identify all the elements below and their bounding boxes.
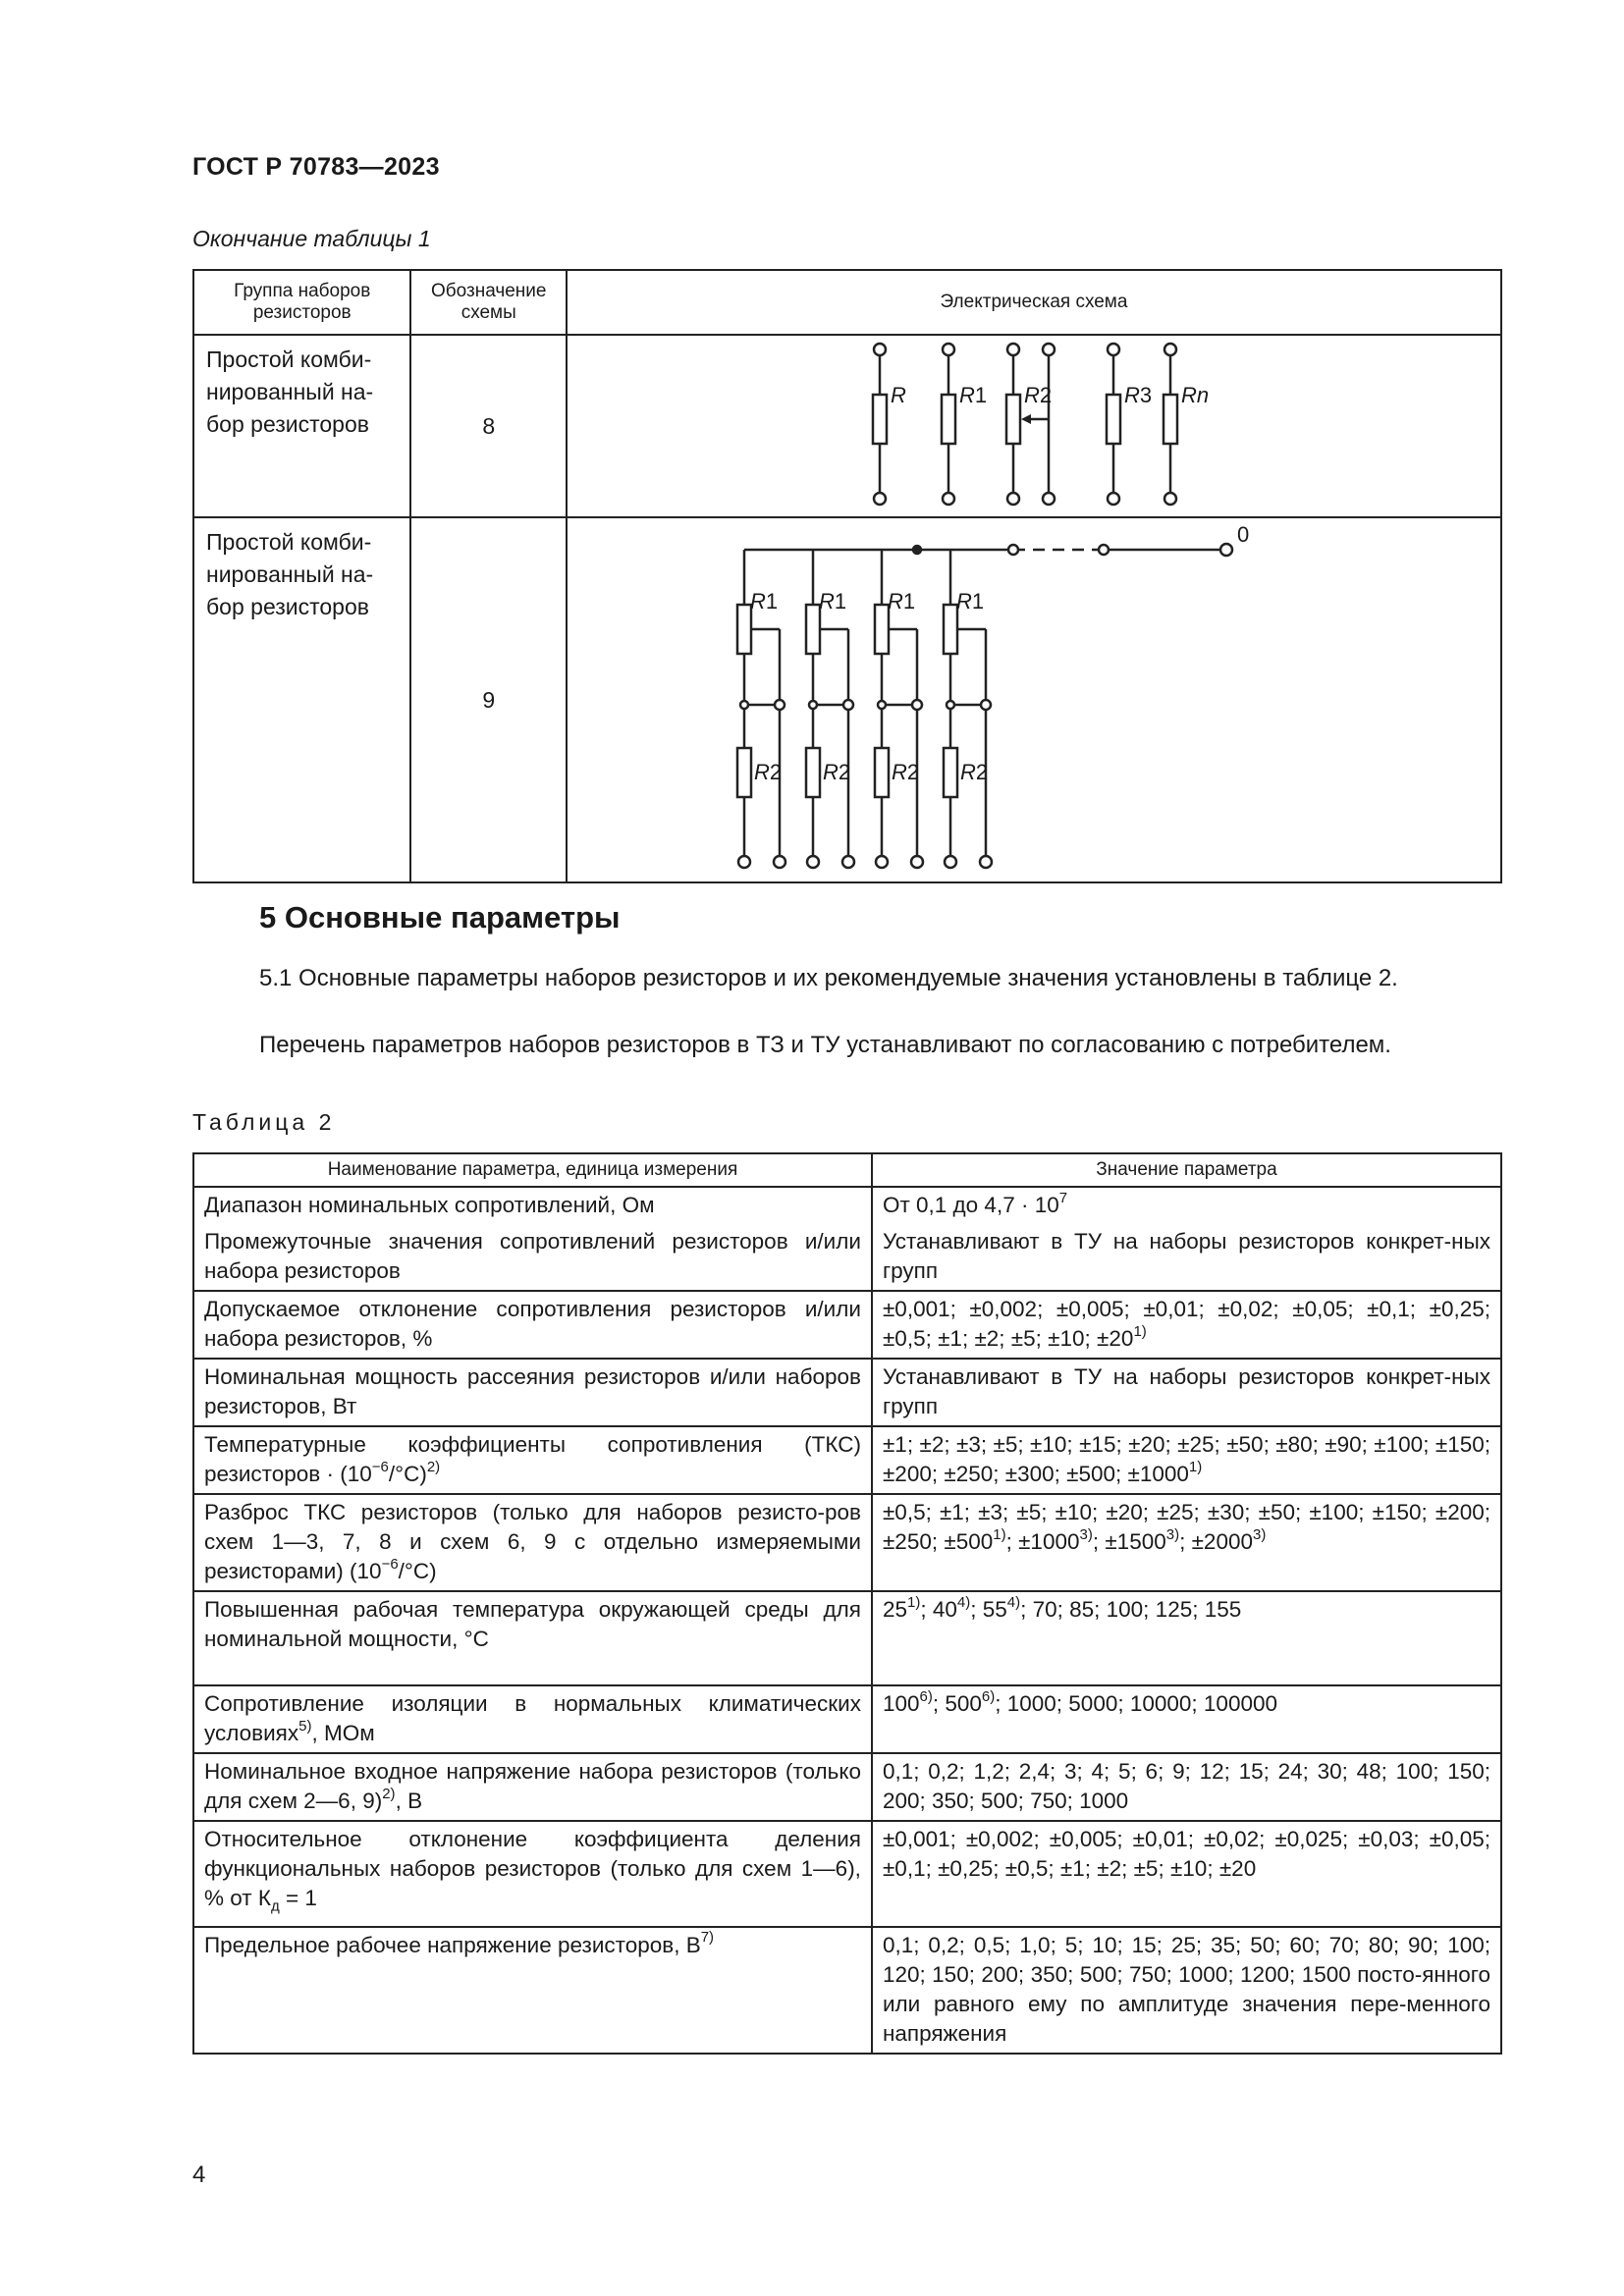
- scheme-9-label-r2: R2: [891, 760, 920, 784]
- scheme-8-label-r: R: [890, 383, 906, 407]
- param-value: 25$^{1)}$; 40$^{4)}$; 55$^{4)}$; 70; 85; 100; 125; 155: [872, 1591, 1501, 1685]
- scheme-9-label-r1: R1: [887, 589, 916, 614]
- table2-row: [193, 1426, 1501, 1494]
- table1-header-row: [193, 270, 1501, 335]
- table2-row: [193, 1821, 1501, 1927]
- table1-col-group: Группа наборов резисторов: [193, 270, 410, 335]
- param-value: ±0,001; ±0,002; ±0,005; ±0,01; ±0,02; ±0,05; ±0,1; ±0,25; ±0,5; ±1; ±2; ±5; ±10; $\pm 20^{1)}$: [872, 1291, 1501, 1359]
- scheme-9-label-r2: R2: [753, 760, 783, 784]
- param-value: От 0,1 до $4,7 \cdot 10^7$: [872, 1187, 1501, 1224]
- param-name: Повышенная рабочая температура окружающей среды для номинальной мощности, °С: [193, 1591, 872, 1685]
- param-name: Разброс ТКС резисторов (только для наборов резисто-ров схем 1—3, 7, 8 и схем 6, 9 с отдельно измеряемыми резисторами) $(10^{-6}/^\circ С)$: [193, 1494, 872, 1591]
- scheme-9-label-r1: R1: [955, 589, 985, 614]
- table1-group-cell: Простой комби- нированный на- бор резисторов: [193, 335, 410, 517]
- table1-col-scheme-no: Обозначение схемы: [410, 270, 567, 335]
- param-name: Номинальное входное напряжение набора резисторов (только для схем 2—6, 9)$^{2)}$, В: [193, 1753, 872, 1821]
- param-name: Температурные коэффициенты сопротивления (ТКС) резисторов · $(10^{-6}/^\circ С)^{2)}$: [193, 1426, 872, 1494]
- paragraph-list: Перечень параметров наборов резисторов в ТЗ и ТУ устанавливают по согласованию с потребителем.: [259, 1032, 1391, 1058]
- scheme-9-label-r2: R2: [822, 760, 851, 784]
- param-value: ±1; ±2; ±3; ±5; ±10; ±15; ±20; ±25; ±50; ±80; ±90; ±100; ±150; ±200; ±250; ±300; ±500; $\pm 1000^{1)}$: [872, 1426, 1501, 1494]
- table1-caption: Окончание таблицы 1: [192, 226, 431, 251]
- table2-header-row: [193, 1153, 1501, 1187]
- param-name: Промежуточные значения сопротивлений резисторов и/или набора резисторов: [193, 1224, 872, 1291]
- scheme-8-label-r1: R1: [958, 383, 988, 407]
- scheme-9-diagram: [568, 518, 1500, 880]
- table1-row-9: [193, 517, 1501, 882]
- table2-row: [193, 1753, 1501, 1821]
- table2-row: [193, 1224, 1501, 1291]
- scheme-9-label-r1: R1: [749, 589, 779, 614]
- scheme-9-label-r1: R1: [818, 589, 847, 614]
- table2-caption: Таблица 2: [192, 1109, 336, 1135]
- param-name: Относительное отклонение коэффициента деления функциональных наборов резисторов (только для схем 1—6), % от $К_д = 1$: [193, 1821, 872, 1927]
- table2-col-param: Наименование параметра, единица измерения: [193, 1153, 872, 1187]
- param-value: 0,1; 0,2; 0,5; 1,0; 5; 10; 15; 25; 35; 50; 60; 70; 80; 90; 100; 120; 150; 200; 350; 500; 750; 1000; 1200; 1500 посто-янного или равного ему по амплитуде значения пере-менного напряжения: [872, 1927, 1501, 2054]
- param-name: Допускаемое отклонение сопротивления резисторов и/или набора резисторов, %: [193, 1291, 872, 1359]
- table2-row: [193, 1187, 1501, 1224]
- table1: [192, 269, 1502, 883]
- scheme-8-diagram: [568, 336, 1500, 514]
- table2-row: [193, 1291, 1501, 1359]
- standard-code: ГОСТ Р 70783—2023: [192, 153, 440, 181]
- param-value: ±0,5; ±1; ±3; ±5; ±10; ±20; ±25; ±30; ±50; ±100; ±150; ±200; ±250; $\pm 500^{1)}$; $\pm 1000^{3)}$; $\pm 1500^{3)}$; $\pm 2000^{3)}$: [872, 1494, 1501, 1591]
- table1-scheme-no: 9: [410, 517, 567, 882]
- table1-row-8: [193, 335, 1501, 517]
- table2-row: [193, 1685, 1501, 1753]
- scheme-8-cell: [567, 335, 1501, 517]
- param-value: Устанавливают в ТУ на наборы резисторов конкрет-ных групп: [872, 1359, 1501, 1426]
- scheme-8-label-rn: Rn: [1180, 383, 1210, 407]
- section-title: 5 Основные параметры: [259, 900, 621, 934]
- table1-scheme-no: 8: [410, 335, 567, 517]
- scheme-8-label-r2: R2: [1023, 383, 1053, 407]
- param-value: Устанавливают в ТУ на наборы резисторов конкрет-ных групп: [872, 1224, 1501, 1291]
- paragraph-5-1: 5.1 Основные параметры наборов резисторов и их рекомендуемые значения установлены в таблице 2.: [259, 965, 1398, 991]
- param-name: Предельное рабочее напряжение резисторов, $В^{7)}$: [193, 1927, 872, 2054]
- table2-row: [193, 1359, 1501, 1426]
- table2-row: [193, 1494, 1501, 1591]
- param-name: Диапазон номинальных сопротивлений, Ом: [193, 1187, 872, 1224]
- page-number: 4: [192, 2162, 206, 2188]
- table2-col-value: Значение параметра: [872, 1153, 1501, 1187]
- table1-col-scheme: Электрическая схема: [567, 270, 1501, 335]
- scheme-9-label-r2: R2: [959, 760, 989, 784]
- scheme-9-cell: [567, 517, 1501, 882]
- param-value: ±0,001; ±0,002; ±0,005; ±0,01; ±0,02; ±0,025; ±0,03; ±0,05; ±0,1; ±0,25; ±0,5; ±1; ±2; ±5; ±10; ±20: [872, 1821, 1501, 1927]
- table2-row: [193, 1591, 1501, 1685]
- scheme-8-label-r3: R3: [1123, 383, 1153, 407]
- param-value: 0,1; 0,2; 1,2; 2,4; 3; 4; 5; 6; 9; 12; 15; 24; 30; 48; 100; 150; 200; 350; 500; 750; 1000: [872, 1753, 1501, 1821]
- param-value: 100$^{6)}$; 500$^{6)}$; 1000; 5000; 10000; 100000: [872, 1685, 1501, 1753]
- param-name: Сопротивление изоляции в нормальных климатических условиях$^{5)}$, МОм: [193, 1685, 872, 1753]
- table1-group-cell: Простой комби- нированный на- бор резисторов: [193, 517, 410, 882]
- table2-row: [193, 1927, 1501, 2054]
- param-name: Номинальная мощность рассеяния резисторов и/или наборов резисторов, Вт: [193, 1359, 872, 1426]
- table2: [192, 1152, 1502, 2055]
- scheme-9-common-node-label: 0: [1236, 522, 1250, 547]
